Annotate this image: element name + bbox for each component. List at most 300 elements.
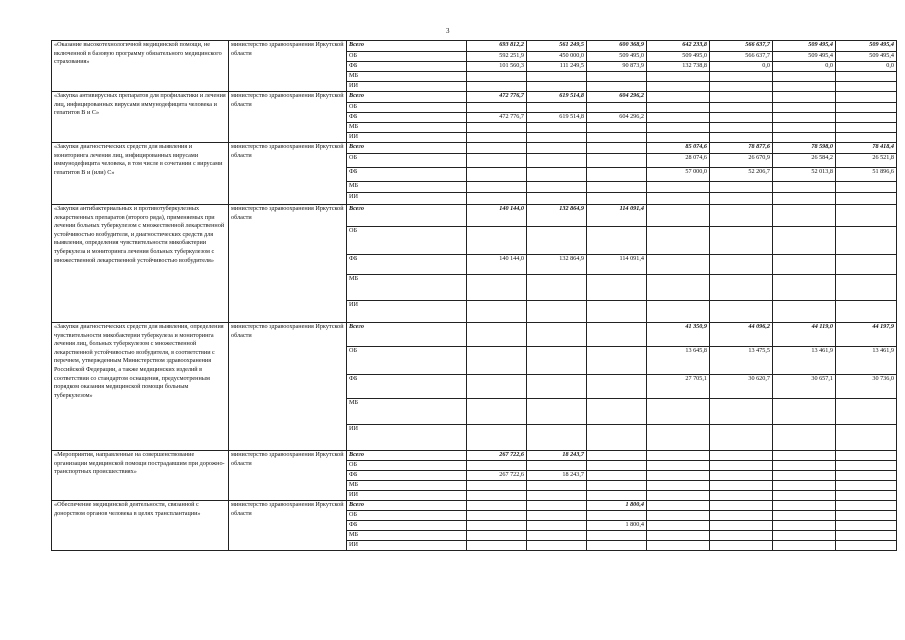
amount-cell (647, 182, 710, 193)
amount-cell (527, 123, 587, 133)
amount-cell: 604 296,2 (587, 113, 647, 123)
event-name: «Закупка антивирусных препаратов для профилактики и лечения лиц, инфицированных вирусами иммунодефицита человека и гепатитов В и С» (52, 92, 229, 143)
amount-cell: 13 475,5 (710, 347, 773, 375)
amount-cell: 472 776,7 (467, 92, 527, 103)
amount-cell (587, 275, 647, 301)
amount-cell (527, 399, 587, 425)
amount-cell (467, 501, 527, 511)
table-row (52, 92, 897, 103)
funding-source: ИИ (347, 541, 467, 551)
amount-cell: 13 645,8 (647, 347, 710, 375)
amount-cell (647, 501, 710, 511)
amount-cell (527, 347, 587, 375)
amount-cell: 132 864,9 (527, 255, 587, 275)
amount-cell (836, 501, 897, 511)
amount-cell: 90 873,9 (587, 62, 647, 72)
amount-cell (587, 227, 647, 255)
amount-cell: 592 251,9 (467, 52, 527, 62)
funding-source: ФБ (347, 62, 467, 72)
amount-cell: 140 144,0 (467, 205, 527, 227)
amount-cell (647, 531, 710, 541)
amount-cell (467, 301, 527, 323)
amount-cell: 44 096,2 (710, 323, 773, 347)
amount-cell (587, 471, 647, 481)
amount-cell (710, 123, 773, 133)
amount-cell (836, 541, 897, 551)
amount-cell (773, 205, 836, 227)
amount-cell (527, 133, 587, 143)
funding-source: ОБ (347, 154, 467, 168)
amount-cell (527, 323, 587, 347)
amount-cell (647, 461, 710, 471)
amount-cell: 26 584,2 (773, 154, 836, 168)
amount-cell (467, 193, 527, 205)
amount-cell (587, 143, 647, 154)
amount-cell (467, 168, 527, 182)
amount-cell (467, 143, 527, 154)
table-row (52, 41, 897, 52)
amount-cell (467, 72, 527, 82)
amount-cell (836, 103, 897, 113)
amount-cell (773, 113, 836, 123)
funding-source: МБ (347, 123, 467, 133)
amount-cell: 52 206,7 (710, 168, 773, 182)
amount-cell (710, 541, 773, 551)
amount-cell: 111 249,5 (527, 62, 587, 72)
funding-source: ОБ (347, 52, 467, 62)
amount-cell: 0,0 (773, 62, 836, 72)
amount-cell (836, 301, 897, 323)
funding-source: Всего (347, 41, 467, 52)
amount-cell (836, 461, 897, 471)
amount-cell: 13 461,9 (773, 347, 836, 375)
funding-source: Всего (347, 451, 467, 461)
amount-cell (710, 103, 773, 113)
amount-cell (587, 193, 647, 205)
amount-cell (467, 347, 527, 375)
amount-cell (467, 521, 527, 531)
executor-org: министерство здравоохранения Иркутской области (229, 501, 347, 551)
amount-cell: 1 800,4 (587, 501, 647, 511)
amount-cell: 509 495,4 (836, 41, 897, 52)
amount-cell (710, 451, 773, 461)
executor-org: министерство здравоохранения Иркутской области (229, 323, 347, 451)
amount-cell: 52 013,8 (773, 168, 836, 182)
funding-source: Всего (347, 501, 467, 511)
amount-cell (587, 425, 647, 451)
amount-cell (647, 541, 710, 551)
amount-cell: 78 418,4 (836, 143, 897, 154)
amount-cell: 30 657,1 (773, 375, 836, 399)
amount-cell (467, 531, 527, 541)
amount-cell (773, 425, 836, 451)
executor-org: министерство здравоохранения Иркутской области (229, 41, 347, 92)
amount-cell (587, 133, 647, 143)
amount-cell (647, 72, 710, 82)
funding-source: ФБ (347, 168, 467, 182)
amount-cell (527, 425, 587, 451)
amount-cell: 600 368,9 (587, 41, 647, 52)
funding-source: ОБ (347, 461, 467, 471)
amount-cell (467, 541, 527, 551)
amount-cell (773, 471, 836, 481)
amount-cell: 509 495,4 (773, 41, 836, 52)
amount-cell (527, 143, 587, 154)
amount-cell: 140 144,0 (467, 255, 527, 275)
amount-cell (647, 193, 710, 205)
amount-cell (527, 301, 587, 323)
event-name: «Обеспечение медицинской деятельности, связанной с донорством органов человека в целях трансплантации» (52, 501, 229, 551)
amount-cell (836, 113, 897, 123)
amount-cell (587, 491, 647, 501)
page-number: 3 (446, 27, 450, 35)
amount-cell (527, 541, 587, 551)
funding-source: Всего (347, 92, 467, 103)
amount-cell (773, 399, 836, 425)
amount-cell (467, 154, 527, 168)
amount-cell (587, 481, 647, 491)
amount-cell (587, 511, 647, 521)
amount-cell (527, 461, 587, 471)
amount-cell (836, 471, 897, 481)
amount-cell (710, 425, 773, 451)
amount-cell (836, 491, 897, 501)
amount-cell (773, 72, 836, 82)
amount-cell (773, 521, 836, 531)
amount-cell (467, 323, 527, 347)
amount-cell (773, 255, 836, 275)
amount-cell (773, 541, 836, 551)
amount-cell (710, 511, 773, 521)
funding-source: ФБ (347, 113, 467, 123)
funding-source: ИИ (347, 82, 467, 92)
amount-cell (836, 205, 897, 227)
amount-cell (587, 103, 647, 113)
event-name: «Мероприятия, направленные на совершенствование организации медицинской помощи пострадавшим при дорожно-транспортных происшествиях» (52, 451, 229, 501)
funding-source: ФБ (347, 255, 467, 275)
amount-cell (527, 72, 587, 82)
amount-cell (587, 347, 647, 375)
amount-cell (527, 375, 587, 399)
amount-cell (587, 154, 647, 168)
amount-cell: 18 243,7 (527, 451, 587, 461)
amount-cell (710, 72, 773, 82)
table-row (52, 323, 897, 347)
amount-cell (773, 531, 836, 541)
amount-cell: 267 722,6 (467, 451, 527, 461)
executor-org: министерство здравоохранения Иркутской области (229, 92, 347, 143)
amount-cell (467, 227, 527, 255)
executor-org: министерство здравоохранения Иркутской области (229, 205, 347, 323)
amount-cell: 44 119,0 (773, 323, 836, 347)
amount-cell: 267 722,6 (467, 471, 527, 481)
amount-cell (710, 461, 773, 471)
event-name: «Закупки диагностических средств для выявления, определения чувствительности микобактерии туберкулеза и мониторинга лечения лиц, больных туберкулезом с множественной лекарственной устойчивостью возбудителя, в соответствии с перечнем, утвержденным Министерством здравоохранения Российской Федерации, а также медицинских изделий в соответствии со стандартом оснащения, предусмотренным порядком оказания медицинской помощи больным туберкулезом» (52, 323, 229, 451)
amount-cell (773, 193, 836, 205)
amount-cell: 509 495,4 (773, 52, 836, 62)
amount-cell: 30 620,7 (710, 375, 773, 399)
amount-cell (836, 193, 897, 205)
amount-cell: 1 800,4 (587, 521, 647, 531)
event-name: «Оказание высокотехнологичной медицинской помощи, не включенной в базовую программу обязательного медицинского страхования» (52, 41, 229, 92)
funding-source: МБ (347, 481, 467, 491)
amount-cell (647, 82, 710, 92)
amount-cell (773, 501, 836, 511)
amount-cell (527, 168, 587, 182)
funding-source: МБ (347, 275, 467, 301)
amount-cell: 619 514,8 (527, 113, 587, 123)
amount-cell (647, 471, 710, 481)
amount-cell (710, 491, 773, 501)
amount-cell (773, 511, 836, 521)
amount-cell (587, 451, 647, 461)
amount-cell (587, 399, 647, 425)
event-name: «Закупки диагностических средств для выявления и мониторинга лечения лиц, инфицированных вирусами иммунодефицита человека, в том числе в сочетании с вирусами гепатитов В и (или) С» (52, 143, 229, 205)
amount-cell: 0,0 (710, 62, 773, 72)
amount-cell (773, 133, 836, 143)
amount-cell (710, 255, 773, 275)
amount-cell: 57 000,0 (647, 168, 710, 182)
amount-cell (773, 451, 836, 461)
event-name: «Закупки антибактериальных и противотуберкулезных лекарственных препаратов (второго ряда), применяемых при лечении больных туберкулезом с множественной лекарственной устойчивостью возбудителя, и диагностических средств для выявления, определения чувствительности микобактерии туберкулеза и мониторинга лечения больных туберкулезом с множественной лекарственной устойчивостью возбудителя» (52, 205, 229, 323)
amount-cell: 114 091,4 (587, 205, 647, 227)
funding-source: ИИ (347, 193, 467, 205)
amount-cell (467, 82, 527, 92)
amount-cell (587, 301, 647, 323)
amount-cell (527, 531, 587, 541)
amount-cell: 27 705,1 (647, 375, 710, 399)
amount-cell (647, 205, 710, 227)
amount-cell (647, 113, 710, 123)
table-row (52, 143, 897, 154)
amount-cell (836, 521, 897, 531)
amount-cell (647, 491, 710, 501)
amount-cell (773, 461, 836, 471)
funding-table (51, 40, 897, 551)
amount-cell (710, 227, 773, 255)
amount-cell (773, 227, 836, 255)
amount-cell (836, 275, 897, 301)
funding-source: Всего (347, 205, 467, 227)
funding-source: ОБ (347, 347, 467, 375)
funding-source: ИИ (347, 491, 467, 501)
amount-cell: 604 296,2 (587, 92, 647, 103)
amount-cell (836, 255, 897, 275)
amount-cell (710, 301, 773, 323)
amount-cell (836, 123, 897, 133)
amount-cell: 132 738,8 (647, 62, 710, 72)
amount-cell (710, 193, 773, 205)
amount-cell (836, 531, 897, 541)
amount-cell (710, 82, 773, 92)
amount-cell (836, 425, 897, 451)
amount-cell: 18 243,7 (527, 471, 587, 481)
amount-cell: 85 074,6 (647, 143, 710, 154)
amount-cell: 619 514,8 (527, 92, 587, 103)
amount-cell (527, 511, 587, 521)
amount-cell (836, 133, 897, 143)
amount-cell: 28 074,6 (647, 154, 710, 168)
amount-cell (647, 103, 710, 113)
amount-cell (647, 451, 710, 461)
amount-cell (467, 375, 527, 399)
amount-cell (467, 123, 527, 133)
amount-cell (467, 491, 527, 501)
funding-source: ИИ (347, 133, 467, 143)
amount-cell (836, 399, 897, 425)
funding-source: ОБ (347, 511, 467, 521)
amount-cell (773, 103, 836, 113)
amount-cell: 509 495,0 (587, 52, 647, 62)
amount-cell (467, 182, 527, 193)
amount-cell (587, 82, 647, 92)
amount-cell: 30 736,0 (836, 375, 897, 399)
amount-cell (710, 133, 773, 143)
amount-cell: 509 495,0 (647, 52, 710, 62)
amount-cell (836, 72, 897, 82)
amount-cell (527, 103, 587, 113)
funding-source: Всего (347, 323, 467, 347)
amount-cell (527, 491, 587, 501)
amount-cell (527, 521, 587, 531)
funding-source: МБ (347, 182, 467, 193)
funding-source: ОБ (347, 227, 467, 255)
amount-cell (527, 481, 587, 491)
amount-cell (587, 461, 647, 471)
amount-cell: 44 197,9 (836, 323, 897, 347)
amount-cell (836, 227, 897, 255)
amount-cell: 132 864,9 (527, 205, 587, 227)
amount-cell (467, 399, 527, 425)
amount-cell (527, 275, 587, 301)
amount-cell (587, 182, 647, 193)
amount-cell (647, 301, 710, 323)
table-row (52, 501, 897, 511)
funding-source: ФБ (347, 471, 467, 481)
amount-cell (773, 491, 836, 501)
amount-cell: 566 637,7 (710, 52, 773, 62)
amount-cell: 41 350,9 (647, 323, 710, 347)
amount-cell (527, 227, 587, 255)
amount-cell: 101 560,3 (467, 62, 527, 72)
amount-cell (587, 531, 647, 541)
amount-cell: 642 233,8 (647, 41, 710, 52)
amount-cell (773, 275, 836, 301)
funding-source: МБ (347, 72, 467, 82)
amount-cell (773, 182, 836, 193)
amount-cell (647, 133, 710, 143)
amount-cell (647, 425, 710, 451)
amount-cell (773, 123, 836, 133)
amount-cell (836, 92, 897, 103)
amount-cell: 51 896,6 (836, 168, 897, 182)
amount-cell (836, 481, 897, 491)
amount-cell: 78 877,6 (710, 143, 773, 154)
amount-cell (527, 154, 587, 168)
table-row (52, 451, 897, 461)
funding-source: ИИ (347, 301, 467, 323)
amount-cell (467, 103, 527, 113)
amount-cell (710, 275, 773, 301)
amount-cell (647, 481, 710, 491)
amount-cell: 566 637,7 (710, 41, 773, 52)
executor-org: министерство здравоохранения Иркутской области (229, 143, 347, 205)
amount-cell: 450 000,0 (527, 52, 587, 62)
amount-cell: 13 461,9 (836, 347, 897, 375)
amount-cell: 472 776,7 (467, 113, 527, 123)
amount-cell (710, 471, 773, 481)
funding-source: МБ (347, 531, 467, 541)
amount-cell: 693 812,2 (467, 41, 527, 52)
amount-cell (467, 275, 527, 301)
amount-cell (836, 82, 897, 92)
funding-source: МБ (347, 399, 467, 425)
amount-cell (710, 481, 773, 491)
amount-cell (467, 461, 527, 471)
amount-cell (467, 425, 527, 451)
amount-cell (647, 123, 710, 133)
amount-cell: 26 670,9 (710, 154, 773, 168)
amount-cell (647, 275, 710, 301)
amount-cell (647, 92, 710, 103)
funding-source: ИИ (347, 425, 467, 451)
amount-cell (647, 399, 710, 425)
table-row (52, 205, 897, 227)
amount-cell (647, 511, 710, 521)
amount-cell (710, 399, 773, 425)
amount-cell: 509 495,4 (836, 52, 897, 62)
amount-cell (710, 205, 773, 227)
amount-cell (587, 123, 647, 133)
amount-cell (587, 375, 647, 399)
amount-cell (773, 301, 836, 323)
amount-cell (710, 113, 773, 123)
amount-cell (710, 92, 773, 103)
amount-cell: 78 598,0 (773, 143, 836, 154)
amount-cell (647, 521, 710, 531)
amount-cell (710, 182, 773, 193)
amount-cell (527, 182, 587, 193)
amount-cell (836, 182, 897, 193)
amount-cell: 0,0 (836, 62, 897, 72)
amount-cell: 561 249,5 (527, 41, 587, 52)
amount-cell (773, 481, 836, 491)
amount-cell: 114 091,4 (587, 255, 647, 275)
amount-cell (467, 511, 527, 521)
amount-cell (587, 72, 647, 82)
funding-source: Всего (347, 143, 467, 154)
amount-cell (836, 451, 897, 461)
amount-cell (467, 481, 527, 491)
amount-cell (527, 82, 587, 92)
amount-cell (773, 92, 836, 103)
funding-source: ФБ (347, 375, 467, 399)
funding-source: ОБ (347, 103, 467, 113)
amount-cell (710, 521, 773, 531)
amount-cell (836, 511, 897, 521)
amount-cell (773, 82, 836, 92)
amount-cell (587, 168, 647, 182)
amount-cell (467, 133, 527, 143)
amount-cell (527, 193, 587, 205)
amount-cell (647, 227, 710, 255)
amount-cell (527, 501, 587, 511)
amount-cell (647, 255, 710, 275)
amount-cell (587, 323, 647, 347)
amount-cell (587, 541, 647, 551)
executor-org: министерство здравоохранения Иркутской области (229, 451, 347, 501)
amount-cell: 26 521,8 (836, 154, 897, 168)
